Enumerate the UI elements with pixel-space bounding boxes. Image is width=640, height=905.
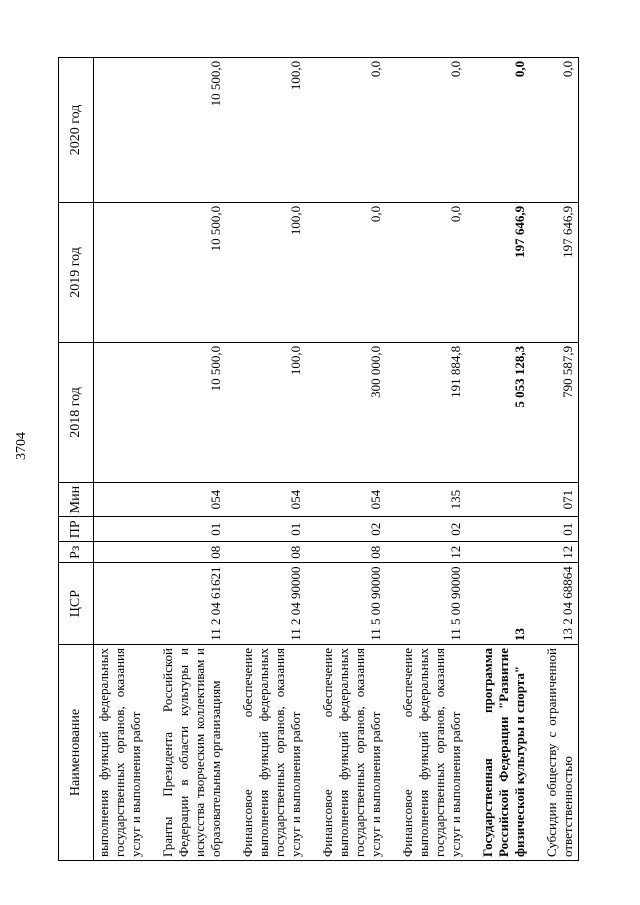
cell-name: Финансовое обеспечение выполнения функций федеральных государственных органов, оказания услуг и выполнения работ [306,645,386,861]
header-2018: 2018 год [59,342,94,482]
cell-rz [94,542,147,563]
cell-2018: 300 000,0 [306,342,386,482]
cell-min: 054 [226,482,306,516]
cell-2018 [94,342,147,482]
cell-rz: 08 [226,542,306,563]
cell-csr: 13 2 04 68864 [530,563,579,645]
header-name: Наименование [59,645,94,861]
cell-pr: 02 [306,517,386,542]
cell-rz [466,542,530,563]
cell-rz: 08 [306,542,386,563]
cell-2019: 10 500,0 [146,202,226,342]
cell-2018: 100,0 [226,342,306,482]
cell-2019: 197 646,9 [466,202,530,342]
cell-2018: 5 053 128,3 [466,342,530,482]
table-row [386,57,466,860]
cell-min: 135 [386,482,466,516]
cell-name: Гранты Президента Российской Федерации в области культуры и искусства творческим коллективам и образовательным организациям [146,645,226,861]
cell-2019: 0,0 [386,202,466,342]
cell-name: выполнения функций федеральных государственных органов, оказания услуг и выполнения работ [94,645,147,861]
cell-pr: 01 [146,517,226,542]
cell-min: 054 [306,482,386,516]
cell-2020 [94,57,147,202]
cell-name: Государственная программа Российской Федерации "Развитие физической культуры и спорта" [466,645,530,861]
cell-rz: 12 [386,542,466,563]
table-row [226,57,306,860]
cell-pr: 02 [386,517,466,542]
cell-2020: 0,0 [466,57,530,202]
cell-min: 054 [146,482,226,516]
cell-csr: 11 2 04 61621 [146,563,226,645]
header-min: Мин [59,482,94,516]
cell-2019: 0,0 [306,202,386,342]
table-row [94,57,147,860]
cell-2020: 0,0 [530,57,579,202]
cell-2019: 100,0 [226,202,306,342]
page-number: 3704 [14,432,29,460]
cell-csr: 11 5 00 90000 [306,563,386,645]
cell-2018: 10 500,0 [146,342,226,482]
cell-2019: 197 646,9 [530,202,579,342]
cell-2018: 790 587,9 [530,342,579,482]
cell-rz: 08 [146,542,226,563]
cell-2018: 191 884,8 [386,342,466,482]
table-row [466,57,530,860]
cell-min [466,482,530,516]
header-rz: Рз [59,542,94,563]
cell-name: Субсидии обществу с ограниченной ответственностью [530,645,579,861]
cell-min [94,482,147,516]
cell-name: Финансовое обеспечение выполнения функций федеральных государственных органов, оказания услуг и выполнения работ [226,645,306,861]
cell-min: 071 [530,482,579,516]
cell-csr: 11 2 04 90000 [226,563,306,645]
header-2019: 2019 год [59,202,94,342]
table-row [306,57,386,860]
table-row [146,57,226,860]
cell-csr [94,563,147,645]
budget-table [58,57,579,861]
header-pr: ПР [59,517,94,542]
cell-name: Финансовое обеспечение выполнения функций федеральных государственных органов, оказания услуг и выполнения работ [386,645,466,861]
cell-pr: 01 [530,517,579,542]
cell-2020: 0,0 [306,57,386,202]
header-2020: 2020 год [59,57,94,202]
cell-2020: 100,0 [226,57,306,202]
header-csr: ЦСР [59,563,94,645]
cell-csr: 13 [466,563,530,645]
cell-pr [94,517,147,542]
cell-rz: 12 [530,542,579,563]
cell-2020: 10 500,0 [146,57,226,202]
cell-2019 [94,202,147,342]
table-row [530,57,579,860]
cell-pr: 01 [226,517,306,542]
cell-2020: 0,0 [386,57,466,202]
cell-pr [466,517,530,542]
cell-csr: 11 5 00 90000 [386,563,466,645]
table-header-row [59,57,94,860]
